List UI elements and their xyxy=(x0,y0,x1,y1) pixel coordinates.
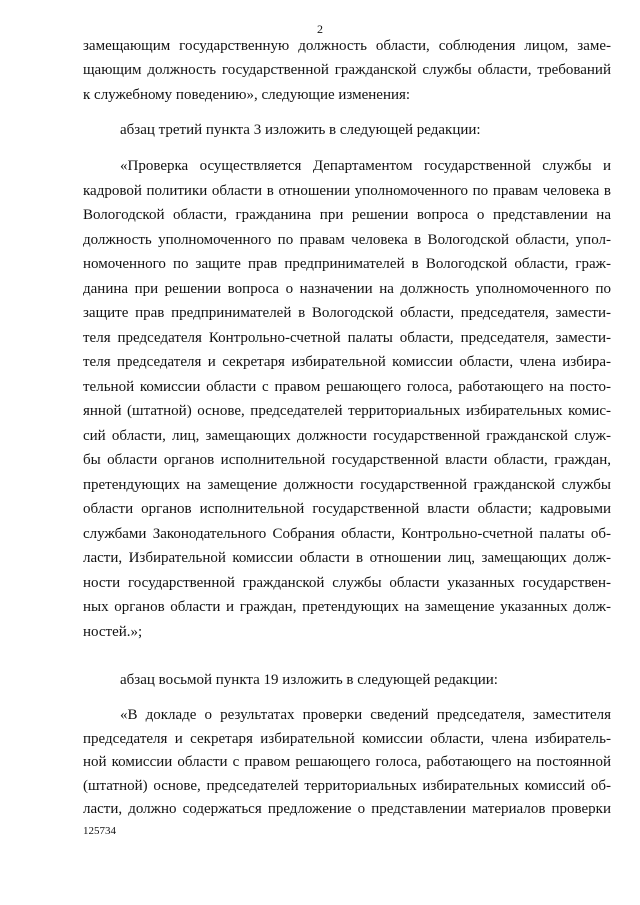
text-line: ности государственной гражданской службы области указанных государствен- xyxy=(83,575,611,591)
text-line: сий области, лиц, замещающих должности государственной гражданской служ- xyxy=(83,428,611,444)
text-line: к служебному поведению», следующие изменения: xyxy=(83,87,411,103)
text-line: щающим должность государственной гражданской службы области, требований xyxy=(83,62,611,78)
text-line: тельной комиссии области с правом решающего голоса, работающего на посто- xyxy=(83,379,611,395)
text-line: ностей.»; xyxy=(83,624,143,640)
text-line: кадровой политики области в отношении уполномоченного по правам человека в xyxy=(83,183,611,199)
text-line: (штатной) основе, председателей территориальных избирательных комиссий об- xyxy=(83,778,611,794)
text-line: номоченного по защите прав предпринимателей в Вологодской области, граж- xyxy=(83,256,611,272)
text-line: бы области органов исполнительной государственной власти области, граждан, xyxy=(83,452,611,468)
text-line: защите прав предпринимателей в Вологодской области, председателя, замести- xyxy=(83,305,611,321)
text-line: председателя и секретаря избирательной комиссии области, члена избиратель- xyxy=(83,731,611,747)
text-line: теля председателя Контрольно-счетной палаты области, председателя, замести- xyxy=(83,330,611,346)
text-line: претендующих на замещение должности государственной гражданской службы xyxy=(83,477,611,493)
text-line: «Проверка осуществляется Департаментом государственной службы и xyxy=(120,158,611,174)
text-line: Вологодской области, гражданина при решении вопроса о представлении на xyxy=(83,207,611,223)
text-line: теля председателя и секретаря избирательной комиссии области, члена избира- xyxy=(83,354,611,370)
text-line: ной комиссии области с правом решающего голоса, работающего на постоянной xyxy=(83,754,611,770)
text-line: службами Законодательного Собрания области, Контрольно-счетной палаты об- xyxy=(83,526,611,542)
text-line: янной (штатной) основе, председателей территориальных избирательных комис- xyxy=(83,403,611,419)
text-line: абзац восьмой пункта 19 изложить в следующей редакции: xyxy=(120,672,498,688)
text-line: «В докладе о результатах проверки сведений председателя, заместителя xyxy=(120,707,611,723)
text-line: замещающим государственную должность области, соблюдения лицом, заме- xyxy=(83,38,611,54)
document-code: 125734 xyxy=(83,825,116,837)
text-line: абзац третий пункта 3 изложить в следующей редакции: xyxy=(120,122,481,138)
text-line: ласти, должно содержаться предложение о представлении материалов проверки xyxy=(83,801,611,817)
text-line: области органов исполнительной государственной власти области; кадровыми xyxy=(83,501,611,517)
text-line: ласти, Избирательной комиссии области в отношении лиц, замещающих долж- xyxy=(83,550,611,566)
text-line: данина при решении вопроса о назначении на должность уполномоченного по xyxy=(83,281,611,297)
page-number: 2 xyxy=(317,22,323,36)
text-line: ных органов области и граждан, претендующих на замещение указанных долж- xyxy=(83,599,611,615)
text-line: должность уполномоченного по правам человека в Вологодской области, упол- xyxy=(83,232,611,248)
